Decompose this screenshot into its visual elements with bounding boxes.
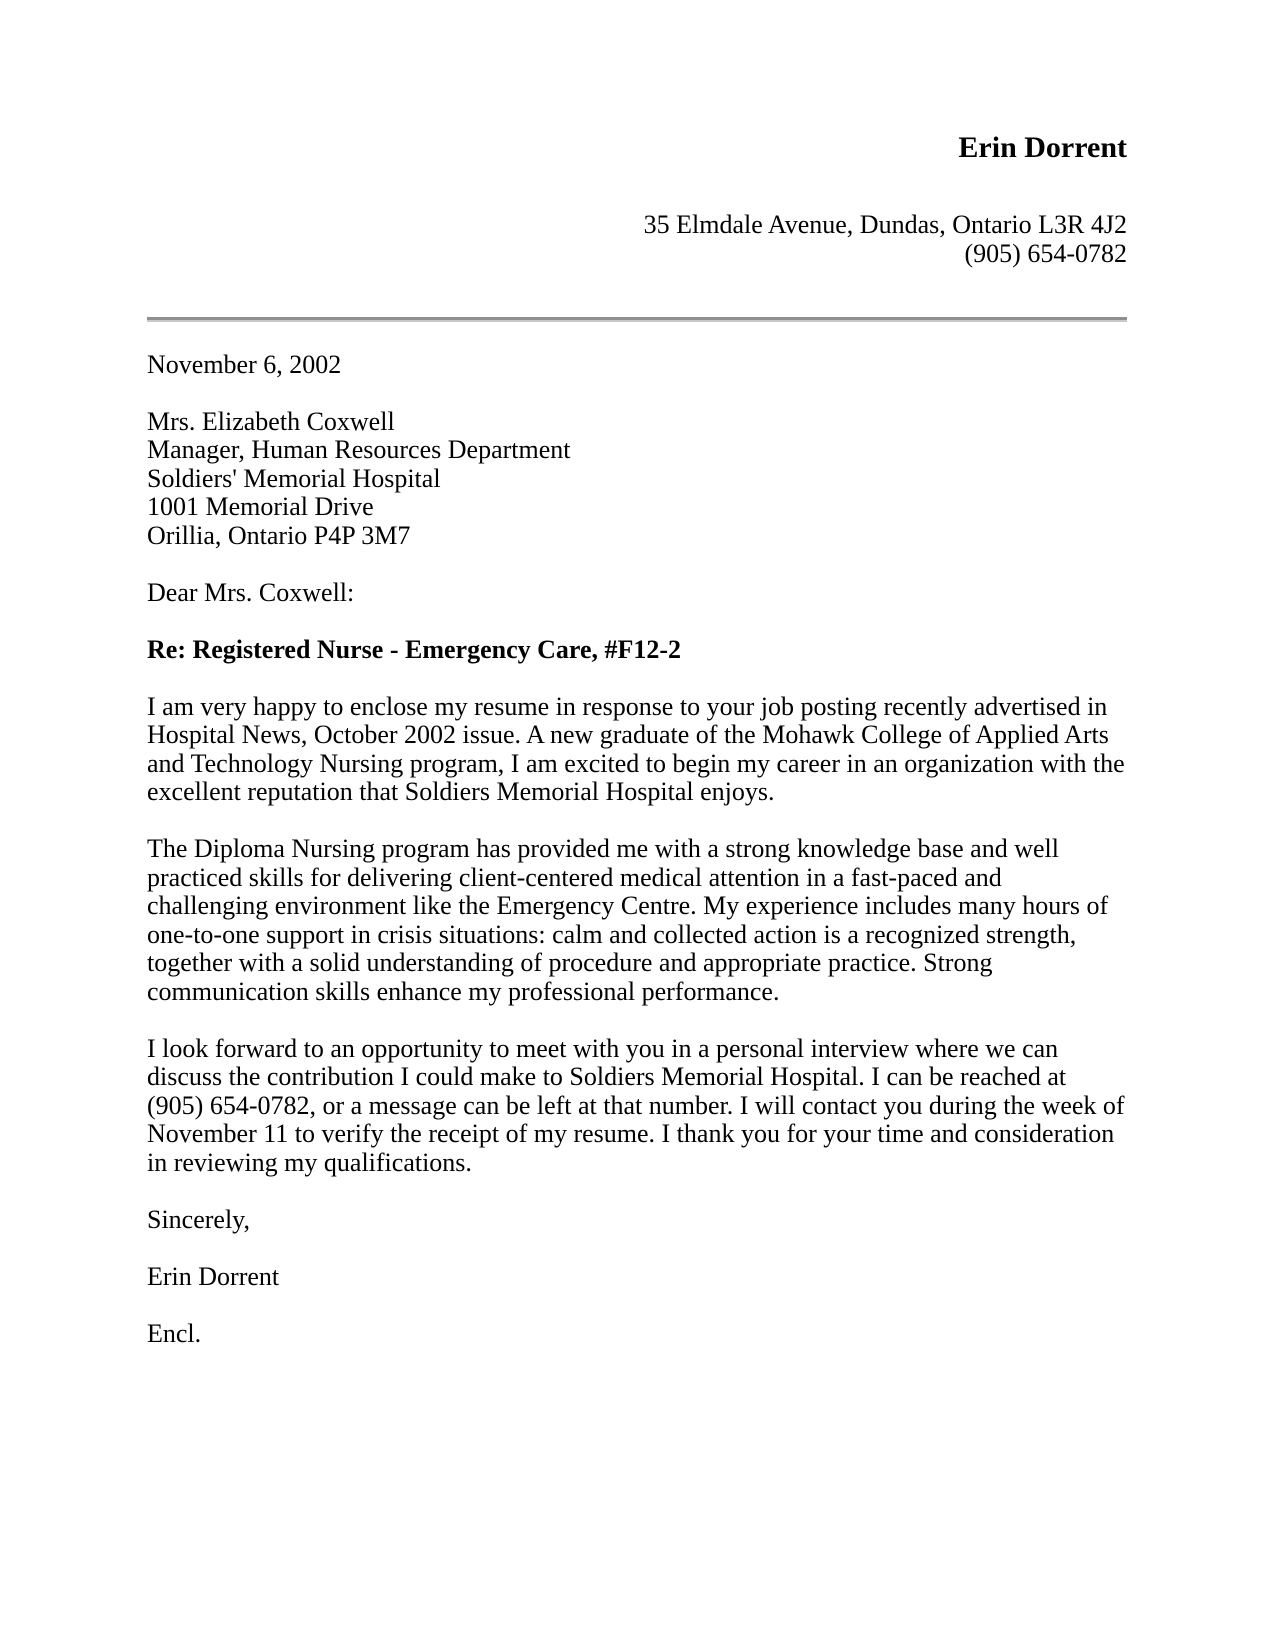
sender-name: Erin Dorrent [958,131,1127,164]
recipient-title: Manager, Human Resources Department [147,435,571,464]
recipient-name: Mrs. Elizabeth Coxwell [147,406,395,436]
body-paragraph-2: The Diploma Nursing program has provided me with a strong knowledge base and well practiced skills for delivering client-centered medical attention in a fast-paced and challenging environment like the Emergency Centre. My experience includes many hours of one-to-one support in crisis situations: calm and collected action is a recognized strength, together with a solid understanding of procedure and appropriate practice. Strong communication skills enhance my professional performance. [147,834,1109,1006]
date-line: November 6, 2002 [147,349,342,379]
body-paragraph-3: I look forward to an opportunity to meet with you in a personal interview where we can discuss the contribution I could make to Soldiers Memorial Hospital. I can be reached at (905) 654-0782, or a message can be left at that number. I will contact you during the week of November 11 to verify the receipt of my resume. I thank you for your time and consideration in reviewing my qualifications. [147,1033,1125,1177]
sender-phone: (905) 654-0782 [964,238,1127,268]
enclosure-notation: Encl. [147,1318,202,1348]
horizontal-rule [147,317,1127,322]
body-paragraph-1: I am very happy to enclose my resume in response to your job posting recently advertised in Hospital News, October 2002 issue. A new graduate of the Mohawk College of Applied Arts and Technology Nursing program, I am excited to begin my career in an organization with the excellent reputation that Soldiers Memorial Hospital enjoys. [147,691,1125,806]
sender-block [147,0,1127,268]
salutation: Dear Mrs. Coxwell: [147,577,355,607]
recipient-city: Orillia, Ontario P4P 3M7 [147,520,411,550]
recipient-organization: Soldiers' Memorial Hospital [147,463,441,493]
sender-address: 35 Elmdale Avenue, Dundas, Ontario L3R 4J2 [643,210,1127,239]
subject-line: Re: Registered Nurse - Emergency Care, #F12-2 [147,634,682,664]
recipient-block [147,408,1127,551]
recipient-street: 1001 Memorial Drive [147,492,374,521]
closing-line: Sincerely, [147,1204,250,1234]
signature-name: Erin Dorrent [147,1261,280,1291]
